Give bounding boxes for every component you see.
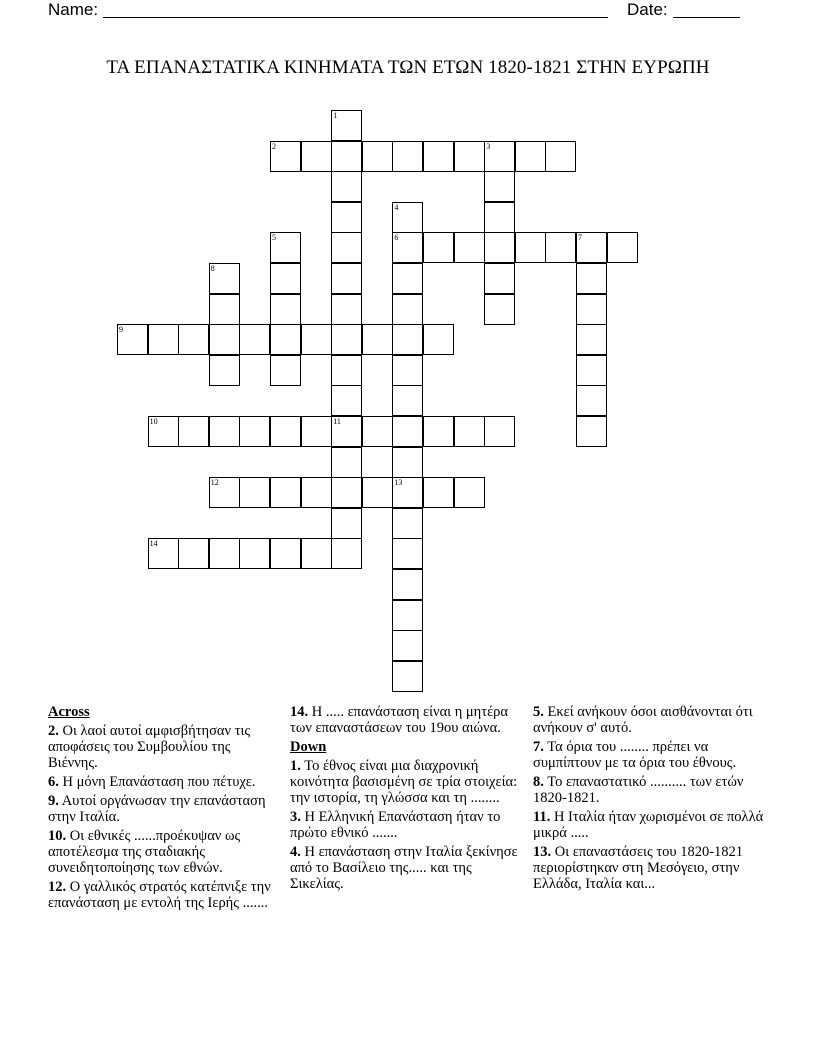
- grid-cell[interactable]: [484, 416, 515, 447]
- date-label: Date:: [627, 0, 668, 19]
- grid-cell[interactable]: [484, 294, 515, 325]
- grid-cell[interactable]: [362, 477, 393, 508]
- grid-cell[interactable]: [209, 294, 240, 325]
- grid-cell[interactable]: [148, 416, 179, 447]
- clue-number: 12: [210, 478, 219, 488]
- grid-cell[interactable]: [576, 263, 607, 294]
- grid-cell[interactable]: [270, 263, 301, 294]
- grid-cell[interactable]: [392, 538, 423, 569]
- grid-cell[interactable]: [331, 263, 362, 294]
- grid-cell[interactable]: [331, 324, 362, 355]
- grid-cell[interactable]: [270, 232, 301, 263]
- clue-number: 5: [272, 233, 276, 243]
- clue-down-11: 11. Η Ιταλία ήταν χωρισμένοι σε πολλά μικρά .....: [533, 809, 764, 841]
- grid-cell[interactable]: [454, 477, 485, 508]
- grid-cell[interactable]: [331, 171, 362, 202]
- grid-cell[interactable]: [423, 141, 454, 172]
- grid-cell[interactable]: [484, 232, 515, 263]
- grid-cell[interactable]: [331, 538, 362, 569]
- grid-cell[interactable]: [607, 232, 638, 263]
- clue-down-13: 13. Οι επαναστάσεις του 1820-1821 περιορίστηκαν στη Μεσόγειο, στην Ελλάδα, Ιταλία και...: [533, 844, 744, 892]
- grid-cell[interactable]: [576, 324, 607, 355]
- page-title: ΤΑ ΕΠΑΝΑΣΤΑΤΙΚΑ ΚΙΝΗΜΑΤΑ ΤΩΝ ΕΤΩΝ 1820-1821 ΣΤΗΝ ΕΥΡΩΠΗ: [106, 57, 710, 78]
- date-field[interactable]: [673, 17, 740, 18]
- clue-number: 9: [119, 325, 123, 335]
- grid-cell[interactable]: [392, 294, 423, 325]
- clue-number: 13: [394, 478, 403, 488]
- grid-cell[interactable]: [209, 355, 240, 386]
- grid-cell[interactable]: [270, 416, 301, 447]
- grid-cell[interactable]: [454, 232, 485, 263]
- clues-column-3: [533, 704, 765, 895]
- grid-cell[interactable]: [331, 110, 362, 141]
- grid-cell[interactable]: [331, 416, 362, 447]
- grid-cell[interactable]: [117, 324, 148, 355]
- clue-number: 3: [486, 141, 491, 151]
- grid-cell[interactable]: [362, 416, 393, 447]
- clue-number: 4: [394, 202, 399, 212]
- grid-cell[interactable]: [178, 538, 209, 569]
- grid-cell[interactable]: [331, 202, 362, 233]
- clue-number: 8: [210, 264, 215, 273]
- across-heading: Across: [48, 704, 90, 720]
- grid-cell[interactable]: [331, 508, 362, 539]
- grid-cell[interactable]: [301, 477, 332, 508]
- clue-across-12: 12. Ο γαλλικός στρατός κατέπνιξε την επανάσταση με εντολή της Ιερής .......: [48, 879, 271, 911]
- grid-cell[interactable]: [484, 202, 515, 233]
- grid-cell[interactable]: [148, 538, 179, 569]
- down-heading: Down: [290, 739, 327, 755]
- clue-number: 10: [149, 417, 158, 426]
- grid-cell[interactable]: [576, 232, 607, 263]
- grid-cell[interactable]: [270, 294, 301, 325]
- clue-across-2: 2. Οι λαοί αυτοί αμφισβήτησαν τις αποφάσεις του Συμβουλίου της Βιέννης.: [48, 723, 251, 771]
- grid-cell[interactable]: [576, 294, 607, 325]
- grid-cell[interactable]: [423, 416, 454, 447]
- clue-across-10: 10. Οι εθνικές ......προέκυψαν ως αποτέλεσμα της σταδιακής συνειδητοποίησης των εθνών.: [48, 828, 241, 876]
- grid-cell[interactable]: [178, 416, 209, 447]
- grid-cell[interactable]: [392, 600, 423, 631]
- grid-cell[interactable]: [362, 141, 393, 172]
- grid-cell[interactable]: [392, 416, 423, 447]
- grid-cell[interactable]: [331, 355, 362, 386]
- grid-cell[interactable]: [331, 232, 362, 263]
- grid-cell[interactable]: [576, 355, 607, 386]
- grid-cell[interactable]: [454, 416, 485, 447]
- clues-column-1: [48, 704, 280, 914]
- clue-down-3: 3. Η Ελληνική Επανάσταση ήταν το πρώτο εθνικό .......: [290, 809, 501, 841]
- grid-cell[interactable]: [484, 141, 515, 172]
- grid-cell[interactable]: [484, 171, 515, 202]
- clue-number: 14: [149, 539, 158, 549]
- grid-cell[interactable]: [301, 416, 332, 447]
- grid-cell[interactable]: [239, 477, 270, 508]
- grid-cell[interactable]: [515, 141, 546, 172]
- grid-cell[interactable]: [392, 324, 423, 355]
- name-field[interactable]: [103, 17, 608, 18]
- grid-cell[interactable]: [331, 385, 362, 416]
- grid-cell[interactable]: [331, 477, 362, 508]
- grid-cell[interactable]: [392, 447, 423, 478]
- clue-across-9: 9. Αυτοί οργάνωσαν την επανάσταση στην Ιταλία.: [48, 793, 266, 825]
- grid-cell[interactable]: [423, 232, 454, 263]
- grid-cell[interactable]: [576, 416, 607, 447]
- grid-cell[interactable]: [392, 263, 423, 294]
- grid-cell[interactable]: [515, 232, 546, 263]
- clue-across-6: 6. Η μόνη Επανάσταση που πέτυχε.: [48, 774, 256, 790]
- clue-number: 6: [394, 233, 399, 243]
- grid-cell[interactable]: [392, 508, 423, 539]
- grid-cell[interactable]: [392, 355, 423, 386]
- clues-column-2: [290, 704, 522, 895]
- clue-down-4: 4. Η επανάσταση στην Ιταλία ξεκίνησε από το Βασίλειο της..... και της Σικελίας.: [290, 844, 518, 892]
- grid-cell[interactable]: [331, 141, 362, 172]
- grid-cell[interactable]: [209, 416, 240, 447]
- grid-cell[interactable]: [239, 324, 270, 355]
- grid-cell[interactable]: [301, 538, 332, 569]
- grid-cell[interactable]: [392, 202, 423, 233]
- grid-cell[interactable]: [423, 477, 454, 508]
- grid-cell[interactable]: [270, 538, 301, 569]
- clue-down-8: 8. Το επαναστατικό .......... των ετών 1820-1821.: [533, 774, 744, 806]
- grid-cell[interactable]: [178, 324, 209, 355]
- grid-cell[interactable]: [209, 538, 240, 569]
- clue-across-14: 14. Η ..... επανάσταση είναι η μητέρα των επαναστάσεων του 19ου αιώνα.: [290, 704, 509, 736]
- grid-cell[interactable]: [392, 141, 423, 172]
- clue-down-5: 5. Εκεί ανήκουν όσοι αισθάνονται ότι ανήκουν σ' αυτό.: [533, 704, 753, 736]
- grid-cell[interactable]: [301, 141, 332, 172]
- grid-cell[interactable]: [270, 324, 301, 355]
- clue-number: 7: [578, 233, 582, 243]
- grid-cell[interactable]: [392, 569, 423, 600]
- grid-cell[interactable]: [331, 447, 362, 478]
- grid-cell[interactable]: [270, 477, 301, 508]
- grid-cell[interactable]: [454, 141, 485, 172]
- grid-cell[interactable]: [209, 477, 240, 508]
- grid-cell[interactable]: [423, 324, 454, 355]
- grid-cell[interactable]: [209, 263, 240, 294]
- grid-cell[interactable]: [484, 263, 515, 294]
- grid-cell[interactable]: [331, 294, 362, 325]
- grid-cell[interactable]: [545, 232, 576, 263]
- clue-number: 11: [333, 417, 341, 426]
- grid-cell[interactable]: [209, 324, 240, 355]
- name-label: Name:: [48, 0, 99, 19]
- clue-number: 1: [333, 111, 338, 120]
- grid-cell[interactable]: [392, 630, 423, 661]
- grid-cell[interactable]: [362, 324, 393, 355]
- grid-cell[interactable]: [270, 355, 301, 386]
- grid-cell[interactable]: [270, 141, 301, 172]
- clue-down-7: 7. Τα όρια του ........ πρέπει να συμπίπτουν με τα όρια του έθνους.: [533, 739, 737, 771]
- grid-cell[interactable]: [576, 385, 607, 416]
- grid-cell[interactable]: [148, 324, 179, 355]
- grid-cell[interactable]: [239, 416, 270, 447]
- grid-cell[interactable]: [392, 661, 423, 692]
- grid-cell[interactable]: [392, 385, 423, 416]
- clue-down-1: 1. Το έθνος είναι μια διαχρονική κοινότητα βασισμένη σε τρία στοιχεία: την ιστορία, τη γλώσσα και τη ........: [290, 758, 518, 806]
- grid-cell[interactable]: [545, 141, 576, 172]
- grid-cell[interactable]: [392, 232, 423, 263]
- grid-cell[interactable]: [392, 477, 423, 508]
- grid-cell[interactable]: [301, 324, 332, 355]
- grid-cell[interactable]: [239, 538, 270, 569]
- clue-number: 2: [272, 141, 276, 151]
